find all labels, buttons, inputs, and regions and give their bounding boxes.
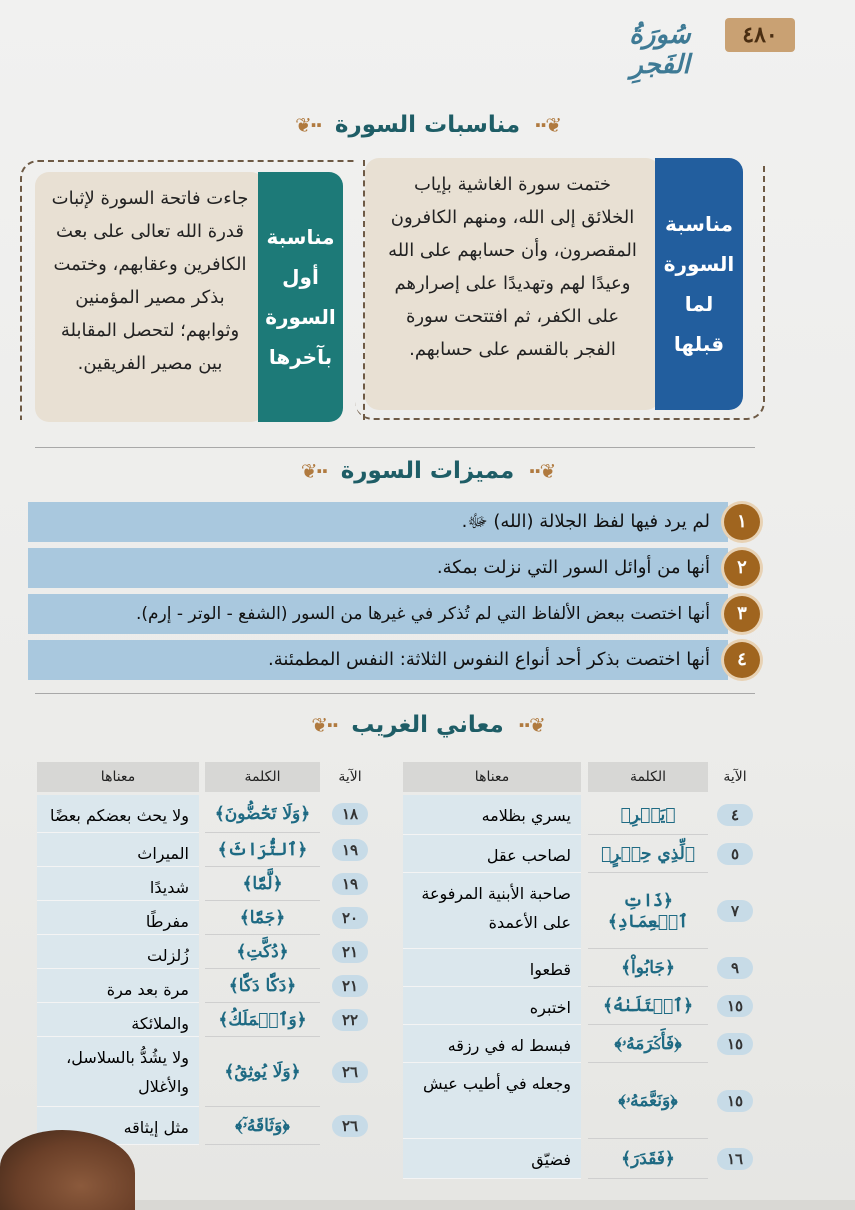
vocab-word: ﴿لِّذِي حِجۡرٍ﴾: [588, 835, 708, 873]
section-features-heading: [0, 458, 855, 484]
ornament-icon: ❦∙∙: [528, 459, 555, 483]
section-relations-heading: [0, 112, 855, 138]
header-word: الكلمة: [205, 762, 320, 792]
ayah-number: ١٥: [710, 1063, 760, 1139]
vocab-word: ﴿ٱلتُّرَاثَ﴾: [205, 833, 320, 867]
vocab-meaning: اختبره: [403, 987, 581, 1025]
relation-left-text: جاءت فاتحة السورة لإثبات قدرة الله تعالى على بعث الكافرين وعقابهم، وختمت بذكر مصير المؤمنين وثوابهم؛ لتحصل المقابلة بين مصير الفريقين.: [35, 172, 265, 422]
vocab-word: ﴿جَمّٗا﴾: [205, 901, 320, 935]
ornament-icon: ∙∙❦: [311, 713, 338, 737]
vocab-meaning: الميراث: [37, 833, 199, 867]
vocab-word: ﴿فَأَكۡرَمَهُۥ﴾: [588, 1025, 708, 1063]
vocab-word: ﴿وَلَا يُوثِقُ﴾: [205, 1037, 320, 1107]
vocab-word: ﴿يَسۡرِ﴾: [588, 795, 708, 835]
vocab-meaning: وجعله في أطيب عيش: [403, 1063, 581, 1139]
page-number: ٤٨٠: [725, 18, 795, 52]
ayah-number: ٩: [710, 949, 760, 987]
ayah-number: ١٥: [710, 1025, 760, 1063]
section-vocab-title: معاني الغريب: [351, 712, 504, 738]
ayah-number: ٢١: [325, 969, 375, 1003]
vocab-word: ﴿ذَاتِ ٱلۡعِمَادِ﴾: [588, 873, 708, 949]
vocab-meaning: فبسط له في رزقه: [403, 1025, 581, 1063]
ayah-number: ٧: [710, 873, 760, 949]
ayah-number: ٢٦: [325, 1037, 375, 1107]
ornament-icon: ❦∙∙: [534, 113, 561, 137]
vocab-meaning: يسري بظلامه: [403, 795, 581, 835]
vocab-word: ﴿لَّمّٗا﴾: [205, 867, 320, 901]
ayah-number: ٢٦: [325, 1107, 375, 1145]
feature-row: أنها اختصت ببعض الألفاظ التي لم تُذكر في غيرها من السور (الشفع - الوتر - إرم).: [28, 594, 728, 634]
relation-left-tag: مناسبة أول السورة بآخرها: [258, 172, 343, 422]
vocab-meaning: ولا يحث بعضكم بعضًا: [37, 795, 199, 833]
feature-row: أنها من أوائل السور التي نزلت بمكة.: [28, 548, 728, 588]
ayah-number: ٢١: [325, 935, 375, 969]
header-word: الكلمة: [588, 762, 708, 792]
divider: [35, 693, 755, 694]
ayah-number: ١٨: [325, 795, 375, 833]
vocab-meaning: مرة بعد مرة: [37, 969, 199, 1003]
vocab-word: ﴿وَثَاقَهُۥٓ﴾: [205, 1107, 320, 1145]
ayah-number: ١٦: [710, 1139, 760, 1179]
section-relations-title: مناسبات السورة: [334, 112, 521, 138]
vocab-word: ﴿فَقَدَرَ﴾: [588, 1139, 708, 1179]
ayah-number: ١٥: [710, 987, 760, 1025]
ayah-number: ١٩: [325, 867, 375, 901]
header-meaning: معناها: [403, 762, 581, 792]
ayah-number: ٥: [710, 835, 760, 873]
vocab-word: ﴿دُكَّتِ﴾: [205, 935, 320, 969]
vocab-meaning: زُلزلت: [37, 935, 199, 969]
feature-row: لم يرد فيها لفظ الجلالة (الله) ﷻ.: [28, 502, 728, 542]
ornament-icon: ❦∙∙: [517, 713, 544, 737]
vocab-meaning: صاحبة الأبنية المرفوعة على الأعمدة: [403, 873, 581, 949]
vocab-word: ﴿وَٱلۡمَلَكُ﴾: [205, 1003, 320, 1037]
relation-right-tag: مناسبة السورة لما قبلها: [655, 158, 743, 410]
surah-name: سُورَةُ الفَجرِ: [629, 20, 691, 80]
ornament-icon: ∙∙❦: [300, 459, 327, 483]
divider: [35, 447, 755, 448]
ayah-number: ٢٢: [325, 1003, 375, 1037]
feature-row: أنها اختصت بذكر أحد أنواع النفوس الثلاثة: النفس المطمئنة.: [28, 640, 728, 680]
vocab-meaning: شديدًا: [37, 867, 199, 901]
vocab-meaning: مثل إيثاقه: [37, 1107, 199, 1145]
vocab-meaning: والملائكة: [37, 1003, 199, 1037]
vocab-word: ﴿دَكّٗا دَكّٗا﴾: [205, 969, 320, 1003]
feature-number: ٢: [724, 550, 760, 586]
header-ayah: الآية: [338, 769, 362, 785]
vocab-word: ﴿ٱبۡتَلَىٰهُ﴾: [588, 987, 708, 1025]
vocab-meaning: ولا يشُدُّ بالسلاسل، والأغلال: [37, 1037, 199, 1107]
vocab-meaning: فضيّق: [403, 1139, 581, 1179]
header-ayah: الآية: [723, 769, 747, 785]
relation-right-text: ختمت سورة الغاشية بإياب الخلائق إلى الله، ومنهم الكافرون المقصرون، وأن حسابهم على الله وعيدًا لهم وتهديدًا على إصرارهم على الكفر، ثم افتتحت سورة الفجر بالقسم على حسابهم.: [365, 158, 660, 410]
ayah-number: ٤: [710, 795, 760, 835]
vocab-meaning: قطعوا: [403, 949, 581, 987]
ayah-number: ١٩: [325, 833, 375, 867]
ornament-icon: ∙∙❦: [294, 113, 321, 137]
section-features-title: مميزات السورة: [340, 458, 515, 484]
vocab-word: ﴿جَابُواْ﴾: [588, 949, 708, 987]
page-header: [0, 0, 855, 80]
vocab-meaning: لصاحب عقل: [403, 835, 581, 873]
vocab-meaning: مفرطًا: [37, 901, 199, 935]
feature-number: ١: [724, 504, 760, 540]
vocab-word: ﴿وَلَا تَحَٰٓضُّونَ﴾: [205, 795, 320, 833]
header-meaning: معناها: [37, 762, 199, 792]
vocab-word: ﴿وَنَعَّمَهُۥ﴾: [588, 1063, 708, 1139]
feature-number: ٤: [724, 642, 760, 678]
ayah-number: ٢٠: [325, 901, 375, 935]
feature-number: ٣: [724, 596, 760, 632]
section-vocab-heading: [0, 712, 855, 738]
